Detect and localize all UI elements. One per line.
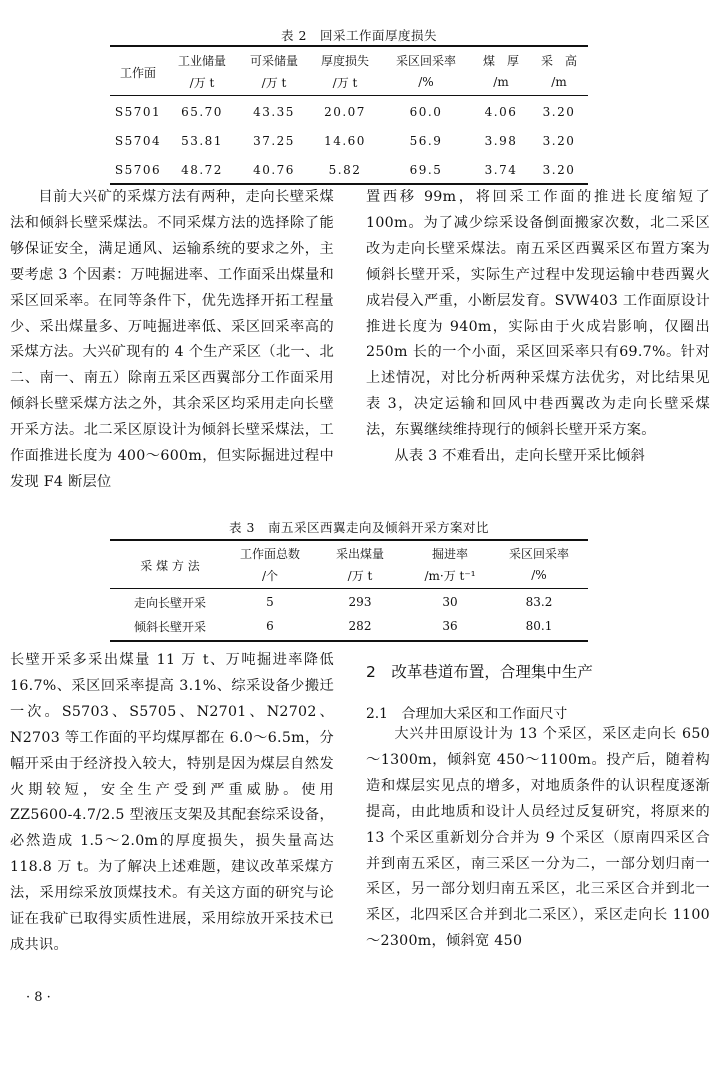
table-cell: 20.07 [324,104,366,119]
table-row [110,155,588,184]
table-cell: 37.25 [253,133,295,148]
paragraph: 大兴井田原设计为 13 个采区，采区走向长 650～1300m，倾斜宽 450～1100m。投产后，随着构造和煤层实见点的增多，对地质条件的认识程度逐渐提高，由此地质和设计人员经过反复研究，将原来的 13 个采区重新划分合并为 9 个采区（原南四采区合并到南五采区，南三采区一分为二，一部分划归南一采区，另一部分划归南五采区，北三采区合并到北一采区，北四采区合并到北二采区），采区走向长 1100～2300m，倾斜宽 450 [366,726,711,950]
table-cell: S5704 [114,133,162,148]
table-cell: 3.20 [542,104,576,119]
table-cell: 5 [266,595,274,609]
table-2-unit: /万 t [332,75,358,90]
table-3-unit: /% [531,568,547,582]
table-2-header: 可采储量 [249,53,298,68]
paragraph: 长壁开采多采出煤量 11 万 t、万吨掘进率降低 16.7%、采区回采率提高 3.1%、综采设备少搬迁一次。S5703、S5705、N2701、N2702、N2703 等工作面的平均煤厚都在 6.0～6.5m，分幅开采由于经济投入较大，特别是因为煤层自然发火期较短，安全生产受到严重威胁。使用 ZZ5600-4.7/2.5 型液压支架及其配套综采设备，必然造成 1.5～2.0m的厚度损失，损失量高达 118.8 万 t。为了解决上述难题，建议改革采煤方法，采用综采放顶煤技术。有关这方面的研究与论证在我矿已取得实质性进展，采用综放开采技术已成共识。 [10,652,335,953]
paragraph: 置西移 99m，将回采工作面的推进长度缩短了 100m。为了减少综采设备倒面搬家次数，北二采区改为走向长壁采煤法。南五采区西翼采区布置方案为倾斜长壁开采，实际生产过程中发现运输中巷西翼火成岩侵入严重，小断层发育。SVW403 工作面原设计推进长度为 940m，实际由于火成岩影响，仅圈出250m 长的一个小面，采区回采率只有69.7%。针对上述情况，对比分析两种采煤方法优劣，对比结果见表 3，决定运输和回风中巷西翼改为走向长壁采煤法，东翼继续维持现行的倾斜长壁开采方案。 [366,189,710,439]
table-cell: 80.1 [525,619,553,633]
table-cell: 60.0 [409,104,443,119]
table-cell: 56.9 [409,133,443,148]
table-cell: 40.76 [253,162,295,177]
table-3-header: 工作面总数 [239,546,300,561]
table-3-unit: /个 [261,568,279,583]
table-2-unit: /万 t [189,75,215,90]
subsection-heading: 2.1 合理加大采区和工作面尺寸 [366,706,568,722]
table-2-header: 采 高 [540,53,577,68]
table-cell: 83.2 [525,595,553,609]
table-cell: 3.20 [542,133,576,148]
table-2-header: 煤 厚 [482,53,519,68]
table-cell: S5706 [114,162,162,177]
table-cell: 3.74 [484,162,518,177]
table-2-top-rule [110,45,588,47]
table-cell: 4.06 [484,104,518,119]
table-2-header: 工业储量 [177,53,226,68]
table-3-header: 采区回采率 [508,546,569,561]
table-cell: 5.82 [328,162,362,177]
table-cell: 282 [348,619,372,633]
table-2-mid-rule [110,95,588,96]
table-cell: 53.81 [181,133,223,148]
table-cell: 走向长壁开采 [133,595,206,610]
table-3-header: 采 煤 方 法 [140,558,200,573]
table-cell: 43.35 [253,104,295,119]
table-cell: 48.72 [181,162,223,177]
table-3-unit: /万 t [347,568,373,583]
table-cell: 65.70 [181,104,223,119]
table-3 [110,543,588,587]
table-3-top-rule [110,539,588,541]
table-cell: 3.98 [484,133,518,148]
right-column-top [366,185,710,470]
table-3-header: 采出煤量 [335,546,384,561]
table-row [110,126,588,155]
table-2-header: 厚度损失 [320,53,369,68]
table-2-unit: /m [493,75,509,89]
page-number: · 8 · [26,990,51,1005]
left-column-bottom [10,648,334,959]
table-3-body [110,590,588,638]
table-3-mid-rule [110,588,588,589]
table-row [110,614,588,638]
table-2-body [110,97,588,184]
table-cell: 3.20 [542,162,576,177]
table-2-header: 工作面 [119,65,156,80]
table-cell: 69.5 [409,162,443,177]
section-heading: 2 改革巷道布置，合理集中生产 [366,663,593,681]
table-3-caption: 表 3 南五采区西翼走向及倾斜开采方案对比 [229,520,489,535]
table-cell: 30 [442,595,458,609]
table-3-unit: /m·万 t⁻¹ [424,568,476,583]
table-cell: 倾斜长壁开采 [133,619,206,634]
table-3-bottom-rule [110,640,588,642]
table-2-unit: /% [418,75,434,89]
left-column-top [10,185,334,496]
table-cell: 36 [442,619,458,633]
table-cell: 14.60 [324,133,366,148]
table-2-unit: /m [551,75,567,89]
table-2-caption: 表 2 回采工作面厚度损失 [281,28,437,43]
table-row [110,97,588,126]
table-row [110,590,588,614]
table-2-header: 采区回采率 [395,53,456,68]
table-cell: S5701 [114,104,162,119]
paragraph: 目前大兴矿的采煤方法有两种，走向长壁采煤法和倾斜长壁采煤法。不同采煤方法的选择除了能够保证安全，满足通风、运输系统的要求之外，主要考虑 3 个因素：万吨掘进率、工作面采出煤量和采区回采率。在同等条件下，优先选择开拓工程量少、采出煤量多、万吨掘进率低、采区回采率高的采煤方法。大兴矿现有的 4 个生产采区（北一、北二、南一、南五）除南五采区西翼部分工作面采用倾斜长壁采煤方法之外，其余采区均采用走向长壁开采方法。北二采区原设计为倾斜长壁采煤法，工作面推进长度为 400～600m，但实际掘进过程中发现 F4 断层位 [10,189,335,490]
table-cell: 6 [266,619,274,633]
paragraph: 从表 3 不难看出，走向长壁开采比倾斜 [394,448,646,465]
table-2 [110,50,588,94]
right-column-bottom [366,722,710,955]
table-3-header: 掘进率 [431,546,468,561]
table-2-unit: /万 t [261,75,287,90]
table-cell: 293 [348,595,372,609]
